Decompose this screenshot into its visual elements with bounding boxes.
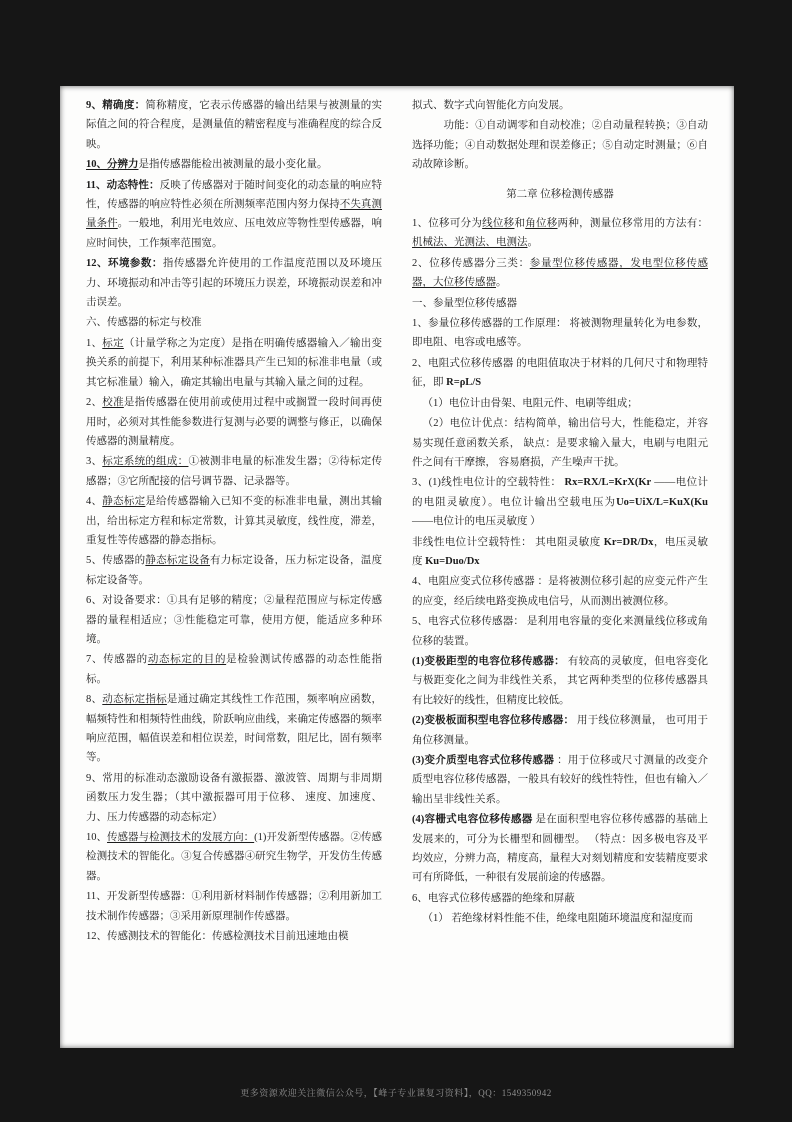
text-run: 11、动态特性： — [86, 179, 160, 191]
text-run: 6、电容式位移传感器的绝缘和屏蔽 — [412, 892, 575, 904]
text-run: 是在面积型电容位移传感器的基础上发展来的，可分为长栅型和圆栅型。 （特点：因多极电容及平均效应，分辨力高，精度高，量程大对刻划精度和安装精度要求可有所降低，一种很有发展前途的传感器。 — [412, 814, 709, 884]
text-run: 12、传感测技术的智能化：传感检测技术目前迅速地由模 — [86, 931, 349, 943]
text-run: 校准 — [102, 397, 124, 409]
text-run: 5、传感器的 — [86, 555, 146, 567]
text-run: 标定系统的组成： — [102, 456, 189, 468]
item-11-dynamic — [86, 176, 382, 254]
text-run: 2、 — [86, 397, 103, 409]
text-run: 不失真测量条件 — [86, 199, 383, 230]
text-run: 静态标定设备 — [145, 555, 210, 567]
text-run: 10、 — [86, 832, 108, 844]
text-run: 。 — [527, 237, 538, 249]
text-run: 静态标定 — [102, 496, 146, 508]
text-run: 角位移 — [525, 218, 558, 230]
text-run: 有较高的灵敏度，但电容变化与极距变化之间为非线性关系， 其它两种类型的位移传感器具有比较好的线性，但精度比较低。 — [412, 655, 709, 706]
calib-item-12 — [86, 927, 382, 946]
text-run: 5、电容式位移传感器： 是利用电容量的变化来测量线位移或角位移的装置。 — [412, 616, 708, 647]
text-run: Kr=DR/Dx — [603, 536, 654, 548]
param-item-2-2 — [412, 414, 708, 472]
text-run: 是给传感器输入已知不变的标准非电量，测出其输出，给出标定方程和标定常数，计算其灵敏度，线性度，滞差，重复性等传感器的静态指标。 — [86, 496, 383, 546]
cap-type-3 — [412, 751, 708, 809]
text-run: 1、 — [86, 337, 103, 349]
text-run: 非线性电位计空载特性： 其电阻灵敏度 — [412, 536, 604, 548]
continuation-line — [412, 96, 708, 115]
text-run: (2)变极板面积型电容位移传感器： — [412, 715, 575, 727]
text-run: 3、 — [86, 456, 103, 468]
text-run: 传感器与检测技术的发展方向： — [107, 832, 255, 844]
left-column — [86, 96, 382, 1040]
text-run: ，电压灵敏度 — [412, 536, 709, 567]
text-run: 10、分辨力 — [86, 159, 139, 171]
text-run: Rx=RX/L=KrX(Kr — [564, 477, 652, 489]
param-item-2 — [412, 354, 708, 393]
text-run: 。 — [496, 277, 507, 289]
text-run: 是指传感器在使用前或使用过程中或搁置一段时间再使用时，必须对其性能参数进行复测与必要的调整与修正，以确保传感器的测量精度。 — [86, 397, 383, 447]
text-run: 两种，测量位移常用的方法有： — [557, 218, 709, 230]
text-run: 12、环境参数： — [86, 258, 163, 270]
text-run: （1）电位计由骨架、电阻元件、电刷等组成； — [422, 397, 638, 409]
text-run: ：用于位移或尺寸测量的改变介质型电容位移传感器，一般具有较好的线性特性，但也有输入／输出呈非线性关系。 — [412, 755, 708, 805]
text-run: 有力标定设备，压力标定设备，温度标定设备等。 — [86, 555, 383, 586]
text-run: 简称精度，它表示传感器的输出结果与被测量的实际值之间的符合程度，是测量值的精密程度与准确程度的综合反映。 — [86, 100, 383, 150]
text-run: 11、开发新型传感器：①利用新材料制作传感器；②利用新加工技术制作传感器；③采用新原理制作传感器。 — [86, 891, 382, 922]
item-9-accuracy — [86, 96, 382, 154]
calib-item-5 — [86, 551, 382, 590]
text-run: （计量学称之为定度）是指在明确传感器输入／输出变换关系的前提下，利用某种标准器具产生已知的标准非电量（或其它标准量）输入，确定其输出电量与其输入量之间的过程。 — [86, 337, 383, 388]
chapter-heading — [412, 185, 708, 204]
text-run: 。一般地，利用光电效应、压电效应等物性型传感器，响应时间快，工作频率范围宽。 — [86, 218, 383, 249]
param-item-4 — [412, 572, 708, 611]
calib-item-4 — [86, 492, 382, 550]
text-run: ——电位计的电阻灵敏度）。电位计输出空载电压为 — [412, 477, 709, 508]
functions-list — [412, 116, 708, 174]
text-run: 2、电阻式位移传感器 的电阻值取决于材料的几何尺寸和物理特征，即 — [412, 357, 708, 389]
ch2-item-6-1 — [412, 909, 708, 928]
text-run: 是检验测试传感器的动态性能指标。 — [86, 654, 383, 685]
text-run: Ku=Duo/Dx — [425, 555, 480, 567]
text-run: (4)容栅式电容位移传感器 — [412, 814, 533, 826]
calib-item-6 — [86, 591, 382, 649]
text-run: 9、精确度： — [86, 100, 146, 111]
text-run: 1、参量位移传感器的工作原理： 将被测物理量转化为电参数，即电阻、电容或电感等。 — [412, 318, 708, 349]
calib-item-11 — [86, 887, 382, 926]
calib-item-3 — [86, 452, 382, 491]
section-6-calibration — [86, 313, 382, 332]
text-run: 用于线位移测量， 也可用于角位移测量。 — [412, 715, 709, 746]
cap-type-2 — [412, 711, 708, 750]
text-run: 9、常用的标准动态激励设备有激振器、激波管、周期与非周期函数压力发生器；（其中激振器可用于位移、 速度、加速度、力、压力传感器的动态标定） — [86, 772, 382, 823]
text-run: 标定 — [102, 337, 124, 349]
text-run: 反映了传感器对于随时间变化的动态量的响应特性，传感器的响应特性必须在所测频率范围内努力保持 — [86, 179, 383, 211]
text-run: 指传感器允许使用的工作温度范围以及环境压力、环境振动和冲击等引起的环境压力误差，环境振动误差和冲击误差。 — [86, 258, 383, 309]
cap-type-4 — [412, 810, 708, 888]
text-run: (3)变介质型电容式位移传感器 — [412, 755, 555, 766]
param-item-1 — [412, 314, 708, 353]
calib-item-10 — [86, 828, 382, 886]
text-run: 6、对设备要求：①具有足够的精度；②量程范围应与标定传感器的量程相适应；③性能稳定可靠，使用方便，能适应多种环境。 — [86, 595, 382, 645]
text-run: (1)开发新型传感器。②传感检测技术的智能化。③复合传感器④研究生物学，开发仿生传感器。 — [86, 832, 383, 882]
param-item-2-1 — [412, 394, 708, 413]
text-run: 第二章 位移检测传感器 — [506, 188, 614, 200]
calib-item-9 — [86, 769, 382, 827]
text-run: 8、 — [86, 694, 103, 706]
param-item-5 — [412, 612, 708, 651]
ch2-item-1 — [412, 214, 708, 253]
text-run: 一、参量型位移传感器 — [412, 297, 517, 309]
text-run: ①被测非电量的标准发生器；②待标定传感器；③它所配接的信号调节器、记录器等。 — [86, 456, 383, 487]
item-12-environment — [86, 254, 382, 312]
calib-item-7 — [86, 650, 382, 689]
param-item-3b — [412, 533, 708, 572]
text-run: 动态标定指标 — [102, 694, 167, 706]
cap-type-1 — [412, 652, 708, 710]
calib-item-8 — [86, 690, 382, 768]
text-run: ——电位计的电压灵敏度 ） — [412, 516, 541, 528]
param-item-3 — [412, 473, 708, 531]
text-run: 拟式、数字式向智能化方向发展。 — [412, 100, 570, 111]
text-run: 机械法、光测法、电测法 — [412, 237, 528, 249]
ch2-item-2 — [412, 254, 708, 293]
text-run: R=ρL/S — [446, 377, 482, 389]
footer-watermark: 更多资源欢迎关注微信公众号，【峰子专业课复习资料】，QQ：1549350942 — [240, 1088, 552, 1098]
text-run: 7、传感器的 — [86, 654, 148, 666]
text-run: 和 — [514, 218, 526, 230]
item-10-resolution — [86, 155, 382, 174]
text-run: 功能：①自动调零和自动校准；②自动量程转换；③自动选择功能；④自动数据处理和误差修正；⑤自动定时测量；⑥自动故障诊断。 — [412, 120, 708, 171]
text-run: 4、 — [86, 496, 103, 508]
text-run: 是通过确定其线性工作范围，频率响应函数，幅频特性和相频特性曲线，阶跃响应曲线，来确定传感器的频率响应范围，幅值误差和相位误差，时间常数，阻尼比，固有频率等。 — [86, 694, 383, 764]
text-run: 是指传感器能检出被测量的最小变化量。 — [138, 159, 328, 171]
calib-item-1 — [86, 334, 382, 392]
text-run: 2、位移传感器分三类： — [412, 257, 530, 269]
text-run: 线位移 — [482, 218, 515, 230]
text-run: Uo=UiX/L=KuX(Ku — [616, 496, 708, 508]
document-page — [60, 86, 734, 1048]
text-run: 3、(1)线性电位计的空载特性： — [412, 477, 565, 489]
text-run: 参量型位移传感器，发电型位移传感器，大位移传感器 — [412, 257, 709, 289]
text-run: （2）电位计优点：结构简单，输出信号大，性能稳定，并容易实现任意函数关系， 缺点：是要求输入量大，电刷与电阻元件之间有干摩擦， 容易磨损，产生噪声干扰。 — [412, 418, 708, 468]
text-run: （1） 若绝缘材料性能不佳，绝缘电阻随环境温度和湿度而 — [422, 913, 693, 925]
subsection-1-heading — [412, 294, 708, 313]
calib-item-2 — [86, 393, 382, 451]
text-run: 六、传感器的标定与校准 — [86, 317, 202, 329]
right-column — [412, 96, 708, 1040]
text-run: 动态标定的目的 — [147, 654, 227, 666]
text-run: 1、位移可分为 — [412, 218, 483, 230]
text-run: (1)变极距型的电容位移传感器： — [412, 655, 565, 667]
ch2-item-6 — [412, 889, 708, 908]
text-run: 4、电阻应变式位移传感器 ：是将被测位移引起的应变元件产生的应变，经后续电路变换成电信号，从而测出被测位移。 — [412, 576, 708, 607]
